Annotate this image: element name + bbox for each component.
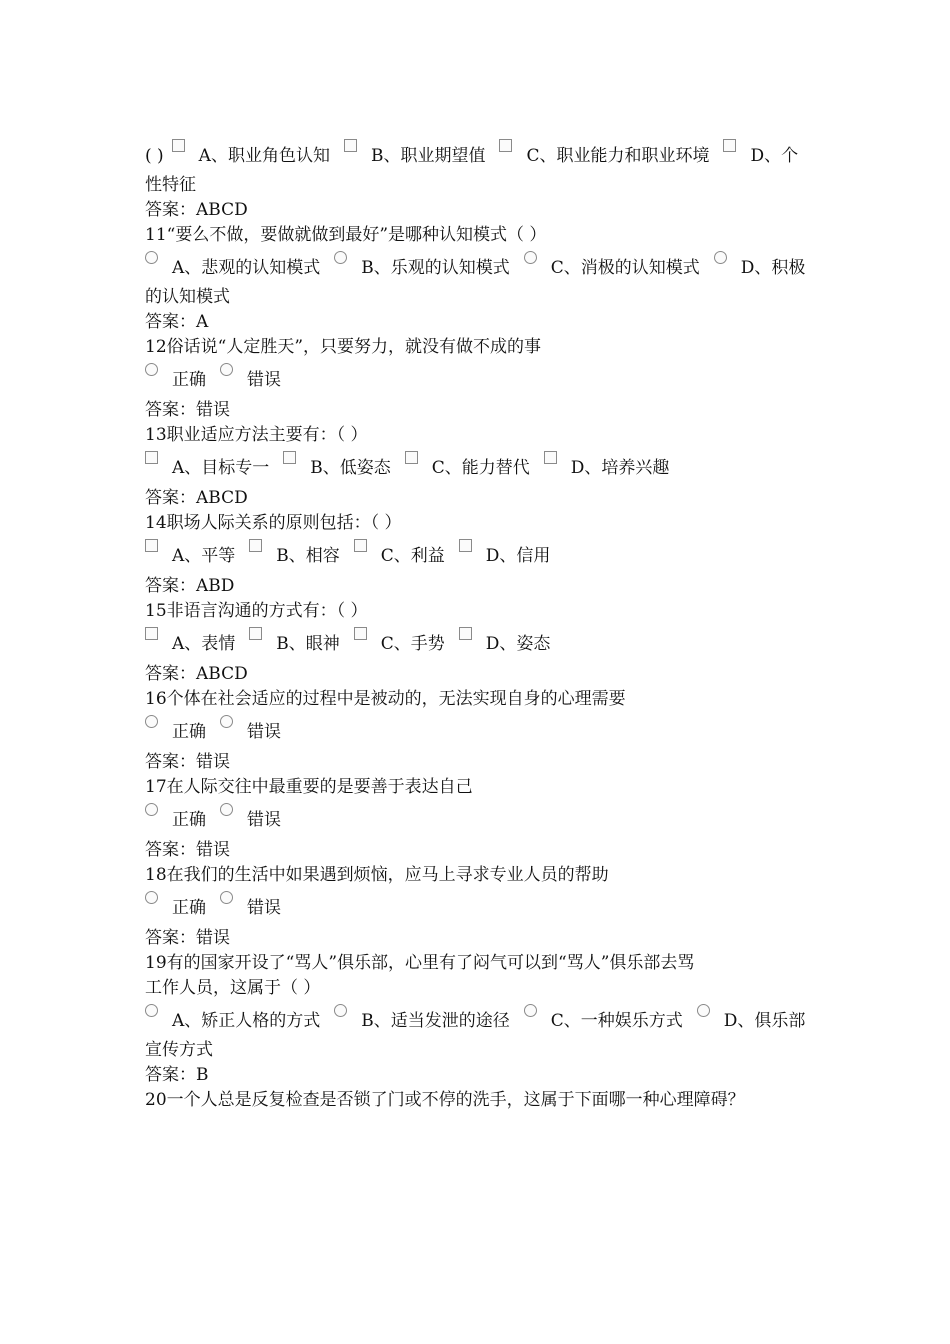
q11-option-c-radio[interactable] <box>524 251 537 264</box>
q11-option-c: C、消极的认知模式 <box>550 258 700 278</box>
q17-option-true: 正确 <box>172 810 206 830</box>
q19-option-c-radio[interactable] <box>524 1004 537 1017</box>
q11-option-b: B、乐观的认知模式 <box>361 258 510 278</box>
q10-option-b-checkbox[interactable] <box>344 139 357 152</box>
q15-option-d-checkbox[interactable] <box>459 627 472 640</box>
q11-question: 11“要么不做，要做就做到最好”是哪种认知模式（ ） <box>145 225 547 245</box>
q19-continuation: 宣传方式 <box>145 1040 213 1060</box>
q15-option-b-checkbox[interactable] <box>249 627 262 640</box>
q13-question: 13职业适应方法主要有：（ ） <box>145 425 368 445</box>
q13-option-c-checkbox[interactable] <box>405 451 418 464</box>
q14-question: 14职场人际关系的原则包括：（ ） <box>145 513 402 533</box>
q19-option-a-radio[interactable] <box>145 1004 158 1017</box>
q10-option-d-checkbox[interactable] <box>723 139 736 152</box>
q16-true-radio[interactable] <box>145 715 158 728</box>
q12-answer: 答案：错误 <box>145 400 230 420</box>
q14-answer: 答案：ABD <box>145 576 235 596</box>
q13-option-b-checkbox[interactable] <box>283 451 296 464</box>
q18-answer: 答案：错误 <box>145 928 230 948</box>
q13-option-a-checkbox[interactable] <box>145 451 158 464</box>
q10-option-b: B、职业期望值 <box>370 146 486 166</box>
q12-option-true: 正确 <box>172 370 206 390</box>
q18-option-false: 错误 <box>247 898 281 918</box>
q11-options <box>145 248 815 284</box>
question-document <box>145 136 815 1113</box>
q16-options <box>145 712 815 750</box>
q14-options <box>145 536 815 574</box>
q19-option-a: A、矫正人格的方式 <box>172 1011 321 1031</box>
q14-option-a: A、平等 <box>172 546 236 566</box>
q19-option-b: B、适当发泄的途径 <box>361 1011 510 1031</box>
q14-option-c-checkbox[interactable] <box>354 539 367 552</box>
q11-answer: 答案：A <box>145 312 209 332</box>
q19-option-b-radio[interactable] <box>334 1004 347 1017</box>
q13-option-a: A、目标专一 <box>172 458 270 478</box>
q15-option-c-checkbox[interactable] <box>354 627 367 640</box>
q17-option-false: 错误 <box>247 810 281 830</box>
q12-true-radio[interactable] <box>145 363 158 376</box>
q19-option-d: D、俱乐部 <box>723 1011 806 1031</box>
q15-option-c: C、手势 <box>380 634 445 654</box>
q11-option-a-radio[interactable] <box>145 251 158 264</box>
q13-options <box>145 448 815 486</box>
q15-option-a: A、表情 <box>172 634 236 654</box>
q18-true-radio[interactable] <box>145 891 158 904</box>
q19-question-line2: 工作人员，这属于（ ） <box>145 978 321 998</box>
q12-question: 12俗话说“人定胜天”，只要努力，就没有做不成的事 <box>145 337 542 357</box>
q19-option-c: C、一种娱乐方式 <box>550 1011 683 1031</box>
q10-options <box>145 136 815 172</box>
q11-option-d-radio[interactable] <box>714 251 727 264</box>
q14-option-d-checkbox[interactable] <box>459 539 472 552</box>
q18-options <box>145 888 815 926</box>
q11-option-d: D、积极 <box>740 258 806 278</box>
q16-question: 16个体在社会适应的过程中是被动的，无法实现自身的心理需要 <box>145 689 626 709</box>
q12-false-radio[interactable] <box>220 363 233 376</box>
q12-options <box>145 360 815 398</box>
q19-question-line1: 19有的国家开设了“骂人”俱乐部，心里有了闷气可以到“骂人”俱乐部去骂 <box>145 953 695 973</box>
q15-question: 15非语言沟通的方式有：（ ） <box>145 601 368 621</box>
q10-option-d: D、个 <box>750 146 799 166</box>
q15-option-a-checkbox[interactable] <box>145 627 158 640</box>
q10-option-a-checkbox[interactable] <box>172 139 185 152</box>
q15-option-b: B、眼神 <box>276 634 340 654</box>
q13-option-c: C、能力替代 <box>431 458 530 478</box>
q10-option-a: A、职业角色认知 <box>198 146 330 166</box>
q13-answer: 答案：ABCD <box>145 488 248 508</box>
q19-options <box>145 1001 815 1037</box>
q16-option-true: 正确 <box>172 722 206 742</box>
q17-options <box>145 800 815 838</box>
q14-option-b-checkbox[interactable] <box>249 539 262 552</box>
q17-true-radio[interactable] <box>145 803 158 816</box>
q13-option-b: B、低姿态 <box>310 458 391 478</box>
q18-option-true: 正确 <box>172 898 206 918</box>
q13-option-d: D、培养兴趣 <box>570 458 670 478</box>
q16-false-radio[interactable] <box>220 715 233 728</box>
q15-answer: 答案：ABCD <box>145 664 248 684</box>
q16-option-false: 错误 <box>247 722 281 742</box>
q11-continuation: 的认知模式 <box>145 287 230 307</box>
q18-false-radio[interactable] <box>220 891 233 904</box>
q17-answer: 答案：错误 <box>145 840 230 860</box>
q15-options <box>145 624 815 662</box>
q10-option-c: C、职业能力和职业环境 <box>526 146 710 166</box>
q12-option-false: 错误 <box>247 370 281 390</box>
q13-option-d-checkbox[interactable] <box>544 451 557 464</box>
q14-option-a-checkbox[interactable] <box>145 539 158 552</box>
q14-option-b: B、相容 <box>276 546 340 566</box>
q10-option-c-checkbox[interactable] <box>499 139 512 152</box>
q11-option-a: A、悲观的认知模式 <box>172 258 321 278</box>
q10-answer: 答案：ABCD <box>145 200 248 220</box>
q16-answer: 答案：错误 <box>145 752 230 772</box>
q14-option-d: D、信用 <box>485 546 551 566</box>
q10-continuation: 性特征 <box>145 175 196 195</box>
q17-question: 17在人际交往中最重要的是要善于表达自己 <box>145 777 473 797</box>
q14-option-c: C、利益 <box>380 546 445 566</box>
q20-question: 20一个人总是反复检查是否锁了门或不停的洗手，这属于下面哪一种心理障碍？ <box>145 1090 745 1110</box>
q10-prefix: ( ) <box>145 146 164 166</box>
q17-false-radio[interactable] <box>220 803 233 816</box>
q18-question: 18在我们的生活中如果遇到烦恼，应马上寻求专业人员的帮助 <box>145 865 609 885</box>
q19-option-d-radio[interactable] <box>697 1004 710 1017</box>
q11-option-b-radio[interactable] <box>334 251 347 264</box>
q15-option-d: D、姿态 <box>485 634 551 654</box>
q19-answer: 答案：B <box>145 1065 209 1085</box>
